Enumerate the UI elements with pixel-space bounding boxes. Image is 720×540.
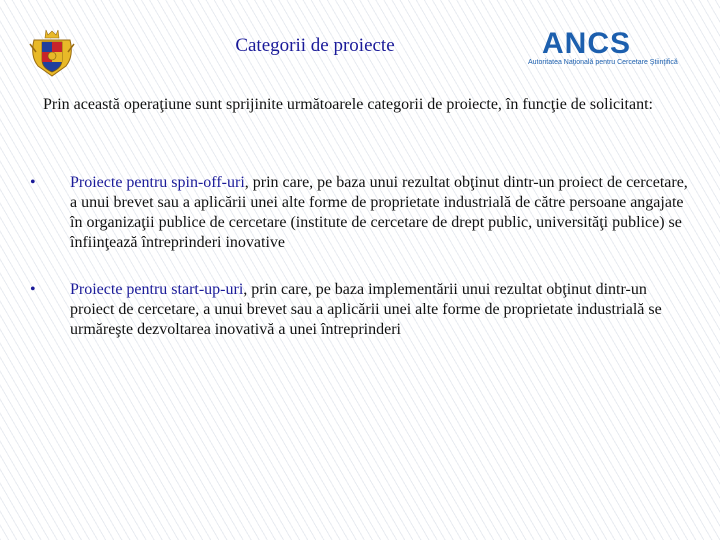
bullet-lead: Proiecte pentru start-up-uri xyxy=(70,281,244,298)
page-title: Categorii de proiecte xyxy=(235,35,395,56)
list-item xyxy=(30,173,690,253)
logo-subtitle: Autoritatea Naţională pentru Cercetare Ştiinţifică xyxy=(528,59,678,66)
list-item xyxy=(30,280,690,340)
bullet-lead: Proiecte pentru spin-off-uri xyxy=(70,174,245,191)
bullet-icon: • xyxy=(30,174,36,191)
ancs-logo xyxy=(528,27,688,73)
project-categories-list xyxy=(30,173,690,340)
bullet-text: , prin care, pe baza unui rezultat obţinut dintr-un proiect de cercetare, a unui brevet sau a aplicării unei alte forme de proprietate industrială de către persoane angajate în organizaţii publice de cercetare (institute de cercetare de drept public, universităţi publice) se înfiinţează întreprinderi inovative xyxy=(70,174,688,251)
bullet-text: , prin care, pe baza implementării unui rezultat obţinut dintr-un proiect de cercetare, a unui brevet sau a aplicării unei alte forme de proprietate industrială se urmăreşte dezvoltarea inovativă a unei întreprinderi xyxy=(70,281,662,338)
intro-text: Prin această operaţiune sunt sprijinite următoarele categorii de proiecte, în funcţie de solicitant: xyxy=(43,96,653,113)
bullet-icon: • xyxy=(30,281,36,298)
logo-wordmark: ANCS xyxy=(542,27,632,60)
